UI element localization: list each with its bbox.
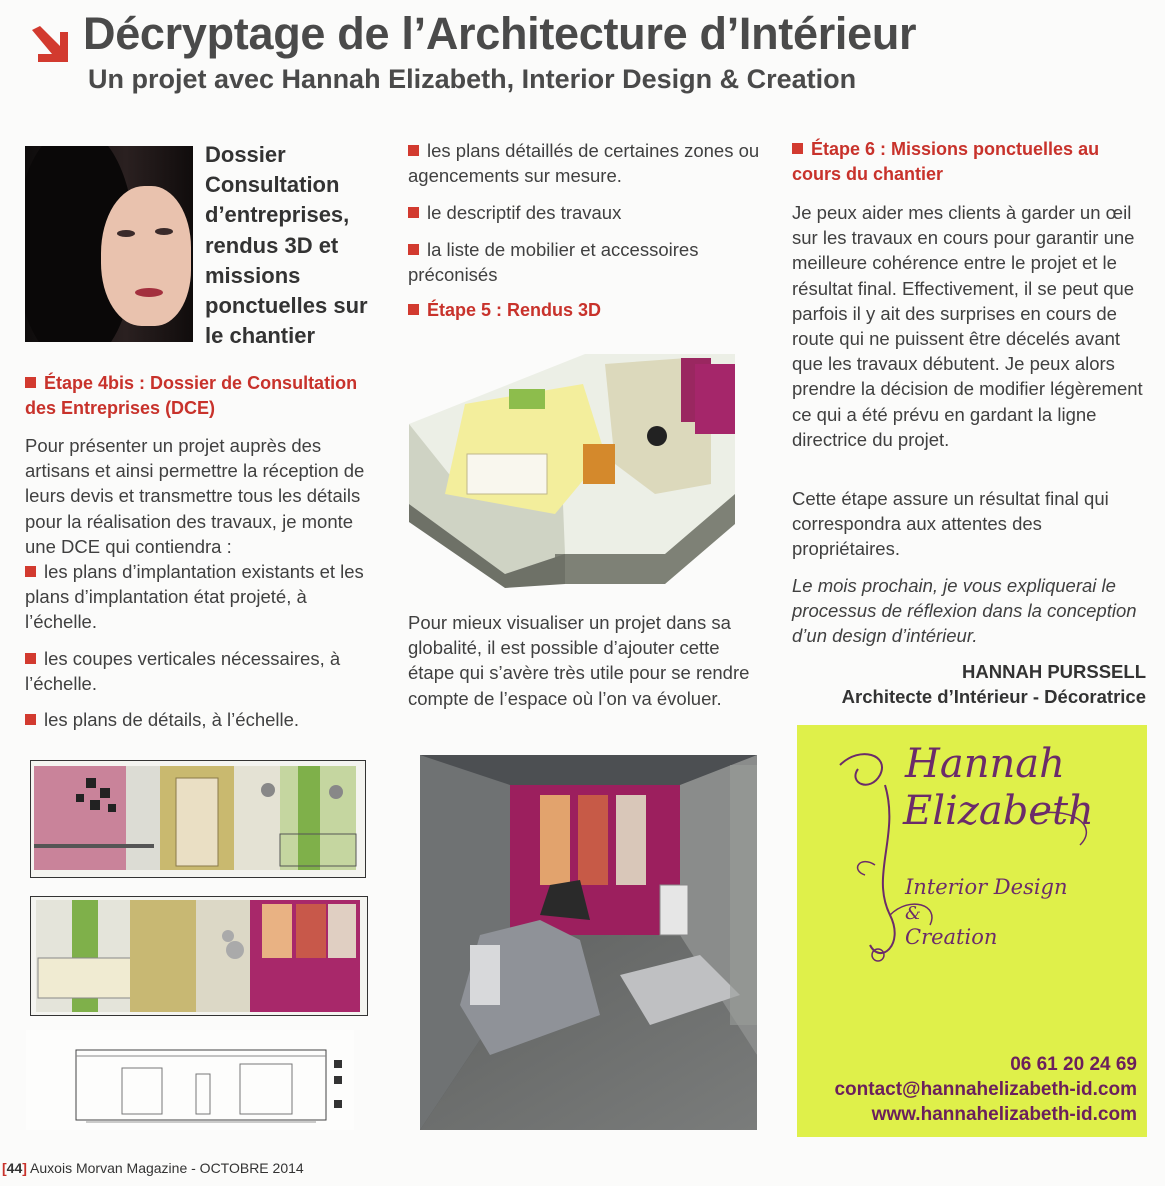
intro-heading: Dossier Consultation d’entreprises, rendus 3D et missions ponctuelles sur le chantier (205, 142, 368, 349)
section-heading-etape-4bis: Étape 4bis : Dossier de Consultation des Entreprises (DCE) (25, 373, 358, 418)
bullet-square-icon (408, 145, 419, 156)
author-role: Architecte d’Intérieur - Décoratrice (841, 686, 1146, 707)
section-heading-etape-5: Étape 5 : Rendus 3D (408, 298, 773, 323)
col3-paragraph-2: Cette étape assure un résultat final qui correspondra aux attentes des propriétaires. (792, 488, 1109, 560)
section-heading-etape-6: Étape 6 : Missions ponctuelles au cours du chantier (792, 139, 1100, 184)
page-footer (2, 1160, 304, 1176)
arrow-down-right-icon (30, 26, 68, 62)
list-item: les plans d’implantation existants et les plans d’implantation état projeté, à l’échelle. (25, 561, 364, 633)
bullet-square-icon (408, 207, 419, 218)
bullet-square-icon (25, 377, 36, 388)
bullet-square-icon (25, 714, 36, 725)
list-item: les plans détaillés de certaines zones ou agencements sur mesure. (408, 140, 760, 187)
logo-text-hannah: Hannah (905, 741, 1065, 787)
logo-text-elizabeth: Elizabeth (903, 788, 1094, 834)
list-item: les coupes verticales nécessaires, à l’échelle. (25, 648, 341, 695)
col3-paragraph-1: Je peux aider mes clients à garder un œil sur les travaux en cours pour garantir une meilleure cohérence entre le projet et le résultat final. Effectivement, il se peut que parfois il y ait des surprises en cours de route qui ne puissent être décelés avant que les travaux débutent. Je peux alors prendre la décision de modifier légèrement ce qui a été prévu en gardant la ligne directrice du projet. (792, 202, 1143, 450)
folio-bracket: ] (22, 1160, 27, 1176)
website-link[interactable]: www.hannahelizabeth-id.com (871, 1104, 1137, 1125)
logo-text-creation: Creation (905, 925, 998, 949)
3d-room-render (420, 755, 757, 1130)
section-plan-drawing (26, 1030, 354, 1130)
bullet-square-icon (792, 143, 803, 154)
page-subtitle: Un projet avec Hannah Elizabeth, Interior Design & Creation (88, 64, 857, 94)
folio-bracket: [ (2, 1160, 7, 1176)
elevation-drawing-1 (30, 760, 366, 878)
list-item: les plans de détails, à l’échelle. (25, 707, 380, 732)
col2-paragraph: Pour mieux visualiser un projet dans sa globalité, il est possible d’ajouter cette étape qui s’avère très utile pour se rendre compte de l’espace où l’on va évoluer. (408, 612, 750, 709)
col3-closing-note: Le mois prochain, je vous expliquerai le processus de réflexion dans la conception d’un design d’intérieur. (792, 575, 1137, 647)
contact-email-link[interactable]: contact@hannahelizabeth-id.com (834, 1079, 1137, 1100)
3d-floor-plan-render (405, 344, 755, 594)
portrait-photo (25, 146, 193, 342)
page-title: Décryptage de l’Architecture d’Intérieur (83, 8, 917, 59)
bullet-square-icon (25, 653, 36, 664)
col1-paragraph: Pour présenter un projet auprès des artisans et ainsi permettre la réception de leurs devis et transmettre tous les détails pour la réalisation des travaux, je monte une DCE qui contiendra : (25, 435, 365, 557)
author-name: HANNAH PURSSELL (962, 661, 1146, 682)
bullet-square-icon (408, 244, 419, 255)
list-item: la liste de mobilier et accessoires préconisés (408, 239, 699, 286)
contact-phone[interactable]: 06 61 20 24 69 (1010, 1054, 1137, 1075)
bullet-square-icon (408, 304, 419, 315)
magazine-name: Auxois Morvan Magazine - OCTOBRE 2014 (30, 1160, 304, 1176)
list-item: le descriptif des travaux (408, 200, 773, 225)
elevation-drawing-2 (30, 896, 368, 1016)
bullet-square-icon (25, 566, 36, 577)
logo-ampersand: & (905, 903, 922, 924)
page-number: 44 (6, 1160, 23, 1176)
logo-text-interior-design: Interior Design (905, 875, 1068, 899)
